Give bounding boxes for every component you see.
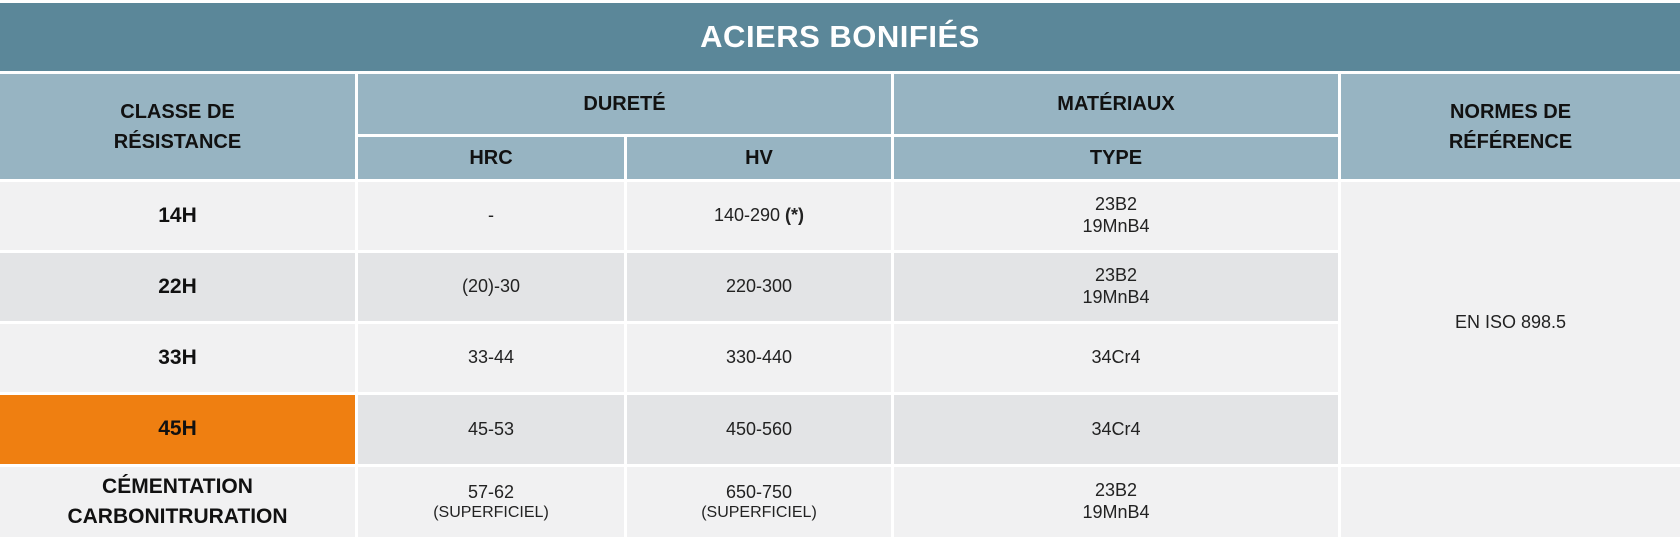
header-hrc: HRC <box>358 137 624 179</box>
header-classe-line-1: CLASSE DE <box>120 100 235 123</box>
type-line-2: 19MnB4 <box>1082 287 1150 307</box>
type-line-1: 23B2 <box>1094 480 1138 501</box>
header-normes <box>1341 74 1680 179</box>
hrc-value: 57-62 <box>467 481 515 502</box>
hv-value: 220-300 <box>725 276 793 297</box>
row-22h-hrc <box>358 253 624 321</box>
hrc-value: 33-44 <box>467 347 515 368</box>
row-cementation-classe <box>0 467 355 537</box>
row-45h-classe <box>0 395 355 464</box>
table-title: ACIERS BONIFIÉS <box>0 3 1680 71</box>
hrc-note: (SUPERFICIEL) <box>433 504 549 522</box>
row-14h-type <box>894 182 1338 250</box>
header-classe <box>0 74 355 179</box>
row-cementation-type <box>894 467 1338 537</box>
row-14h-hrc <box>358 182 624 250</box>
type-line-1: 34Cr4 <box>1091 418 1141 439</box>
norme-value: EN ISO 898.5 <box>1454 312 1567 333</box>
hrc-value: 45-53 <box>467 418 515 439</box>
classe-label: 45H <box>158 417 197 441</box>
row-45h-hrc <box>358 395 624 464</box>
row-22h-hv <box>627 253 891 321</box>
hv-footnote-mark: (*) <box>785 205 805 226</box>
row-33h-classe <box>0 324 355 392</box>
header-normes-line-2: RÉFÉRENCE <box>1448 130 1573 153</box>
type-line-1: 23B2 <box>1094 194 1138 215</box>
type-line-1: 23B2 <box>1094 265 1138 286</box>
hv-note: (SUPERFICIEL) <box>701 504 817 522</box>
hv-value: 450-560 <box>725 418 793 439</box>
row-14h-hv <box>627 182 891 250</box>
row-cementation-hrc <box>358 467 624 537</box>
hrc-value: (20)-30 <box>461 276 521 297</box>
header-normes-line-1: NORMES DE <box>1449 100 1572 123</box>
norme-cell <box>1341 182 1680 464</box>
header-hv: HV <box>627 137 891 179</box>
row-33h-hv <box>627 324 891 392</box>
classe-label: 33H <box>158 345 197 369</box>
row-33h-hrc <box>358 324 624 392</box>
classe-label: 14H <box>158 203 197 227</box>
hv-value: 650-750 <box>725 481 793 502</box>
header-classe-line-2: RÉSISTANCE <box>113 130 242 153</box>
row-33h-type <box>894 324 1338 392</box>
row-cementation-hv <box>627 467 891 537</box>
row-cementation-norme <box>1341 467 1680 537</box>
row-45h-type <box>894 395 1338 464</box>
header-materiaux: MATÉRIAUX <box>894 74 1338 134</box>
hv-value-line <box>714 205 804 227</box>
classe-label: 22H <box>158 274 197 298</box>
classe-line-1: CÉMENTATION <box>102 474 253 498</box>
type-line-1: 34Cr4 <box>1091 347 1141 368</box>
row-22h-type <box>894 253 1338 321</box>
type-line-2: 19MnB4 <box>1082 502 1150 522</box>
classe-line-2: CARBONITRURATION <box>67 505 288 528</box>
hv-value: 140-290 <box>713 205 781 226</box>
row-45h-hv <box>627 395 891 464</box>
row-14h-classe <box>0 182 355 250</box>
hrc-value: - <box>488 205 494 226</box>
header-type: TYPE <box>894 137 1338 179</box>
type-line-2: 19MnB4 <box>1082 216 1150 236</box>
header-durete: DURETÉ <box>358 74 891 134</box>
hv-value: 330-440 <box>725 347 793 368</box>
row-22h-classe <box>0 253 355 321</box>
